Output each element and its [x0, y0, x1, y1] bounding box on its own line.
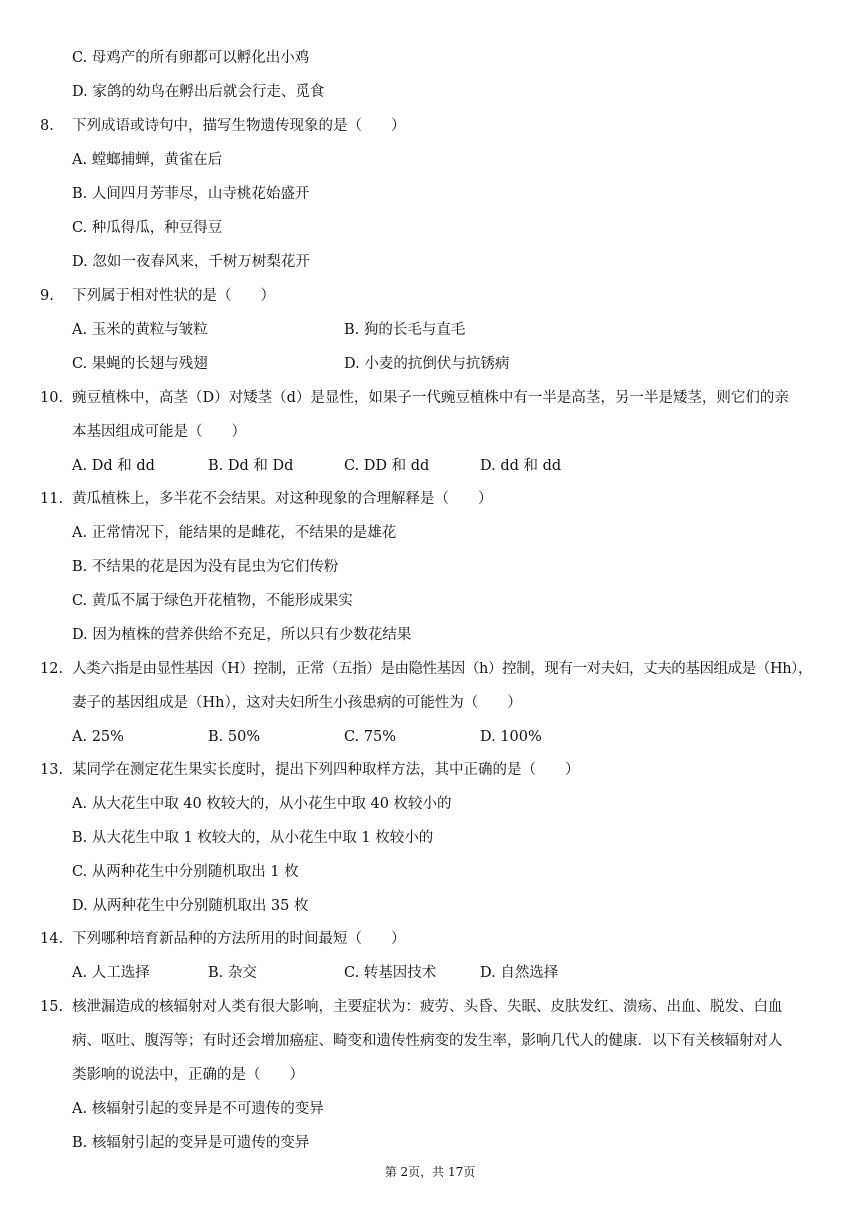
option-d: D. 100% — [480, 729, 542, 745]
option-c: C. 黄瓜不属于绿色开花植物，不能形成果实 — [72, 593, 353, 609]
option-a: A. 正常情况下，能结果的是雌花，不结果的是雄花 — [72, 525, 397, 541]
question-number: 13. — [40, 762, 64, 778]
question-stem: 下列成语或诗句中，描写生物遗传现象的是（ ） — [72, 118, 406, 134]
option-d: D. 忽如一夜春风来，千树万树梨花开 — [72, 254, 310, 270]
option-d: D. 小麦的抗倒伏与抗锈病 — [344, 356, 510, 372]
question-stem: 人类六指是由显性基因（H）控制，正常（五指）是由隐性基因（h）控制，现有一对夫妇，丈夫的基因组成是（Hh）， — [72, 661, 813, 677]
option-d: D. 因为植株的营养供给不充足，所以只有少数花结果 — [72, 627, 412, 643]
question-stem-cont: 病、呕吐、腹泻等；有时还会增加癌症、畸变和遗传性病变的发生率，影响几代人的健康．以下有关核辐射对人 — [72, 1033, 783, 1049]
question-number: 15. — [40, 999, 64, 1015]
question-stem: 下列属于相对性状的是（ ） — [72, 288, 275, 304]
question-stem-cont: 本基因组成可能是（ ） — [72, 424, 246, 440]
option-c: C. 种瓜得瓜，种豆得豆 — [72, 220, 223, 236]
option-c: C. 转基因技术 — [344, 965, 437, 981]
option-c: C. 果蝇的长翅与残翅 — [72, 356, 208, 372]
option-a: A. 人工选择 — [72, 965, 150, 981]
q7-option-c: C. 母鸡产的所有卵都可以孵化出小鸡 — [72, 50, 310, 66]
page-footer: 第 2页，共 17页 — [384, 1165, 476, 1179]
question-stem: 下列哪种培育新品种的方法所用的时间最短（ ） — [72, 931, 406, 947]
option-a: A. 玉米的黄粒与皱粒 — [72, 322, 208, 338]
option-d: D. dd 和 dd — [480, 458, 562, 474]
option-d: D. 从两种花生中分别随机取出 35 枚 — [72, 898, 309, 914]
option-b: B. Dd 和 Dd — [208, 458, 294, 474]
option-a: A. 核辐射引起的变异是不可遗传的变异 — [72, 1101, 324, 1117]
option-a: A. 螳螂捕蝉，黄雀在后 — [72, 152, 223, 168]
option-b: B. 杂交 — [208, 965, 257, 981]
option-b: B. 从大花生中取 1 枚较大的，从小花生中取 1 枚较小的 — [72, 830, 434, 846]
question-number: 10. — [40, 390, 64, 406]
question-number: 12. — [40, 661, 64, 677]
q7-option-d: D. 家鸽的幼鸟在孵出后就会行走、觅食 — [72, 84, 325, 100]
option-c: C. DD 和 dd — [344, 458, 430, 474]
option-c: C. 从两种花生中分别随机取出 1 枚 — [72, 864, 299, 880]
option-b: B. 不结果的花是因为没有昆虫为它们传粉 — [72, 559, 339, 575]
question-stem: 某同学在测定花生果实长度时，提出下列四种取样方法，其中正确的是（ ） — [72, 762, 580, 778]
question-number: 14. — [40, 931, 64, 947]
option-a: A. Dd 和 dd — [72, 458, 155, 474]
question-number: 8. — [40, 118, 54, 134]
question-number: 11. — [40, 491, 64, 507]
option-d: D. 自然选择 — [480, 965, 559, 981]
question-stem-cont: 类影响的说法中，正确的是（ ） — [72, 1067, 304, 1083]
option-b: B. 人间四月芳菲尽，山寺桃花始盛开 — [72, 186, 310, 202]
question-stem: 核泄漏造成的核辐射对人类有很大影响，主要症状为：疲劳、头昏、失眠、皮肤发红、溃疡、出血、脱发、白血 — [72, 999, 783, 1015]
option-c: C. 75% — [344, 729, 397, 745]
question-number: 9. — [40, 288, 54, 304]
option-a: A. 25% — [72, 729, 124, 745]
option-b: B. 50% — [208, 729, 261, 745]
option-a: A. 从大花生中取 40 枚较大的，从小花生中取 40 枚较小的 — [72, 796, 452, 812]
question-stem-cont: 妻子的基因组成是（Hh），这对夫妇所生小孩患病的可能性为（ ） — [72, 695, 522, 711]
question-stem: 黄瓜植株上，多半花不会结果。对这种现象的合理解释是（ ） — [72, 491, 493, 507]
option-b: B. 狗的长毛与直毛 — [344, 322, 466, 338]
option-b: B. 核辐射引起的变异是可遗传的变异 — [72, 1135, 310, 1151]
question-stem: 豌豆植株中，高茎（D）对矮茎（d）是显性，如果子一代豌豆植株中有一半是高茎，另一半是矮茎，则它们的亲 — [72, 390, 789, 406]
